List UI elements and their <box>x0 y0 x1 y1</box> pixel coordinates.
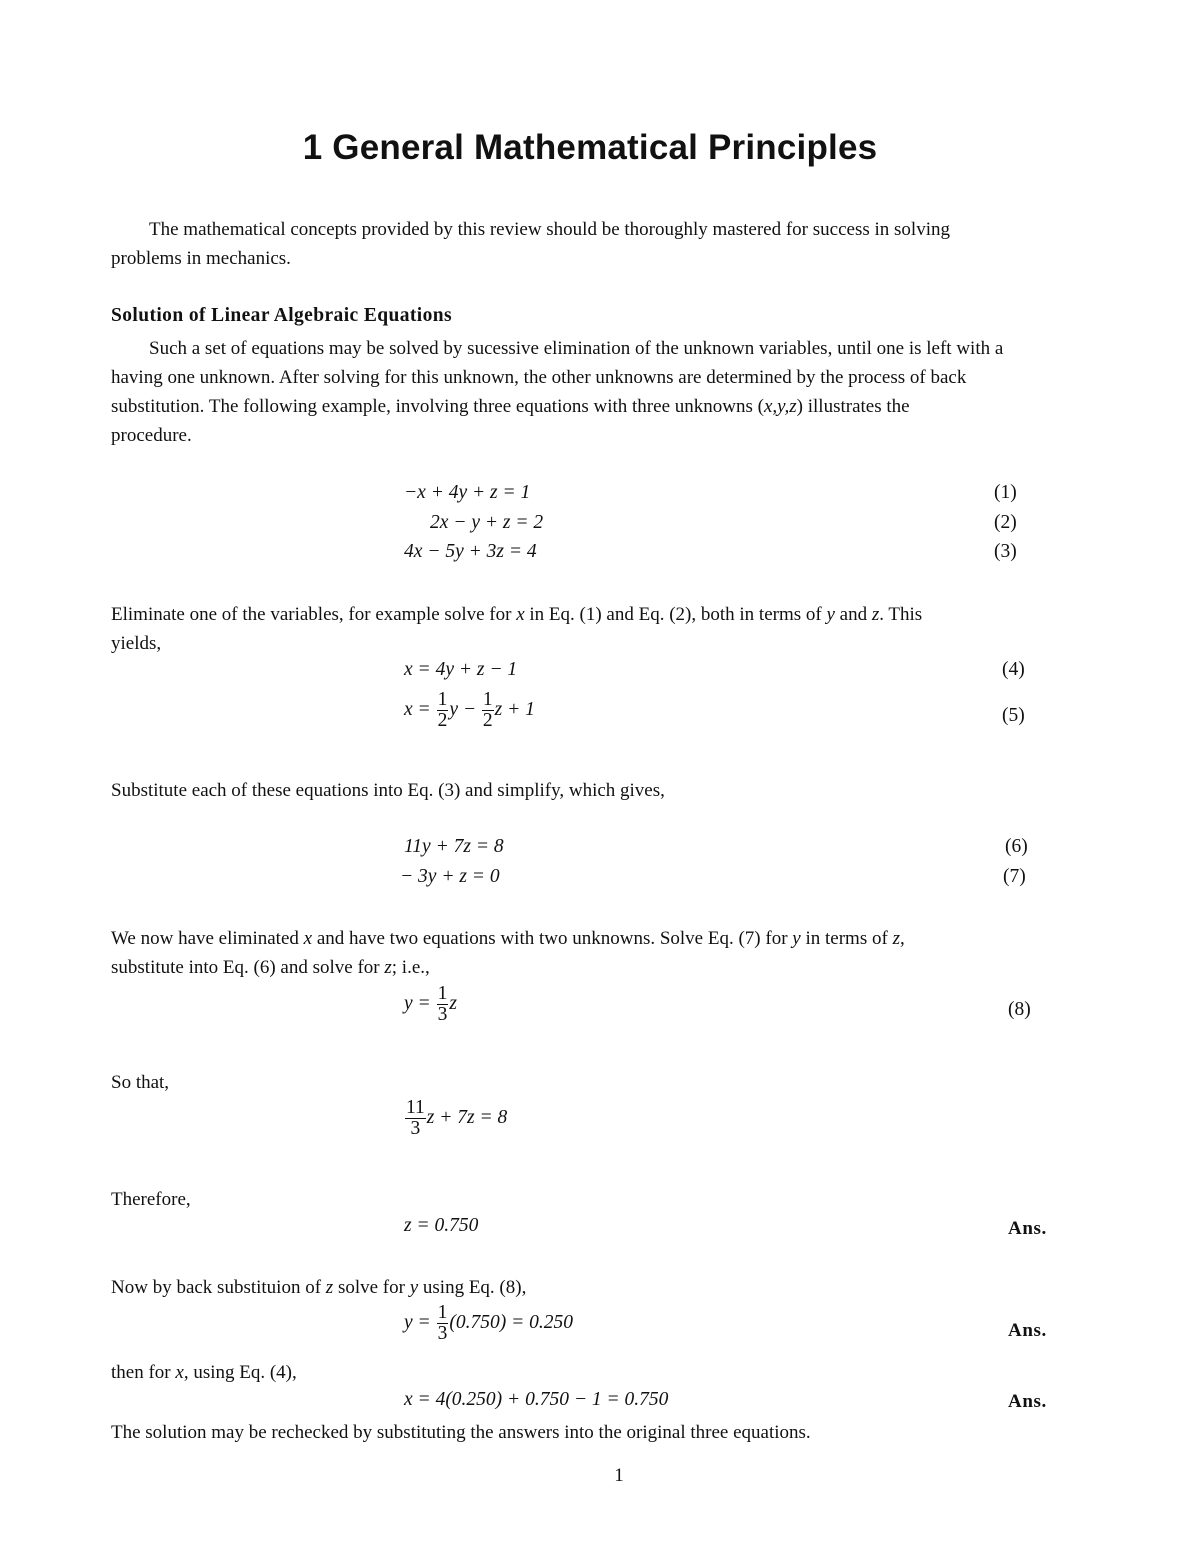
equation-5-label: (5) <box>1002 705 1025 726</box>
page-title: 1 General Mathematical Principles <box>302 128 878 167</box>
therefore-text: Therefore, <box>111 1189 191 1210</box>
answer-z-label: Ans. <box>1008 1218 1047 1239</box>
equation-6: 11y + 7z = 8 <box>404 836 504 857</box>
equation-1-label: (1) <box>994 482 1017 503</box>
equation-1: −x + 4y + z = 1 <box>404 482 531 503</box>
equation-4: x = 4y + z − 1 <box>404 659 518 680</box>
equation-3: 4x − 5y + 3z = 4 <box>404 541 537 562</box>
answer-y-label: Ans. <box>1008 1320 1047 1341</box>
now-eliminated-line-2: substitute into Eq. (6) and solve for z; i.e., <box>111 957 430 978</box>
intro-line-1: The mathematical concepts provided by this review should be thoroughly mastered for success in solving <box>149 219 950 240</box>
equation-3-label: (3) <box>994 541 1017 562</box>
now-eliminated-line-1: We now have eliminated x and have two equations with two unknowns. Solve Eq. (7) for y in terms of z, <box>111 928 905 949</box>
intro-line-2: problems in mechanics. <box>111 248 291 269</box>
equation-2: 2x − y + z = 2 <box>430 512 544 533</box>
equation-12: x = 4(0.250) + 0.750 − 1 = 0.750 <box>404 1389 669 1410</box>
eliminate-line-2: yields, <box>111 633 162 654</box>
equation-2-label: (2) <box>994 512 1017 533</box>
equation-6-label: (6) <box>1005 836 1028 857</box>
equation-5: x = $\frac{1}{2}$ y − $\frac{1}{2}$ z + 1 <box>404 689 535 731</box>
section-heading: Solution of Linear Algebraic Equations <box>111 305 452 326</box>
equation-4-label: (4) <box>1002 659 1025 680</box>
page-number: 1 <box>614 1465 624 1486</box>
equation-7-label: (7) <box>1003 866 1026 887</box>
so-that-text: So that, <box>111 1072 170 1093</box>
equation-7: − 3y + z = 0 <box>400 866 500 887</box>
section-p1-line-1: Such a set of equations may be solved by sucessive elimination of the unknown variables, until one is left with a <box>149 338 1004 359</box>
substitute-text: Substitute each of these equations into Eq. (3) and simplify, which gives, <box>111 780 665 801</box>
eliminate-line-1: Eliminate one of the variables, for example solve for x in Eq. (1) and Eq. (2), both in terms of y and z. This <box>111 604 923 625</box>
back-substitution-text: Now by back substituion of z solve for y using Eq. (8), <box>111 1277 527 1298</box>
section-p1-line-4: procedure. <box>111 425 192 446</box>
equation-9: $\frac{11}{3}$ z + 7z = 8 <box>406 1097 508 1139</box>
equation-10: z = 0.750 <box>404 1215 479 1236</box>
equation-11: y = $\frac{1}{3}$ (0.750) = 0.250 <box>404 1302 573 1344</box>
answer-x-label: Ans. <box>1008 1391 1047 1412</box>
then-for-x-text: then for x, using Eq. (4), <box>111 1362 297 1383</box>
section-p1-line-3: substitution. The following example, involving three equations with three unknowns (x,y,z) illustrates the <box>111 396 910 417</box>
equation-8: y = $\frac{1}{3}$ z <box>404 983 457 1025</box>
equation-8-label: (8) <box>1008 999 1031 1020</box>
section-p1-line-2: having one unknown. After solving for this unknown, the other unknowns are determined by the process of back <box>111 367 967 388</box>
recheck-text: The solution may be rechecked by substituting the answers into the original three equations. <box>111 1422 811 1443</box>
